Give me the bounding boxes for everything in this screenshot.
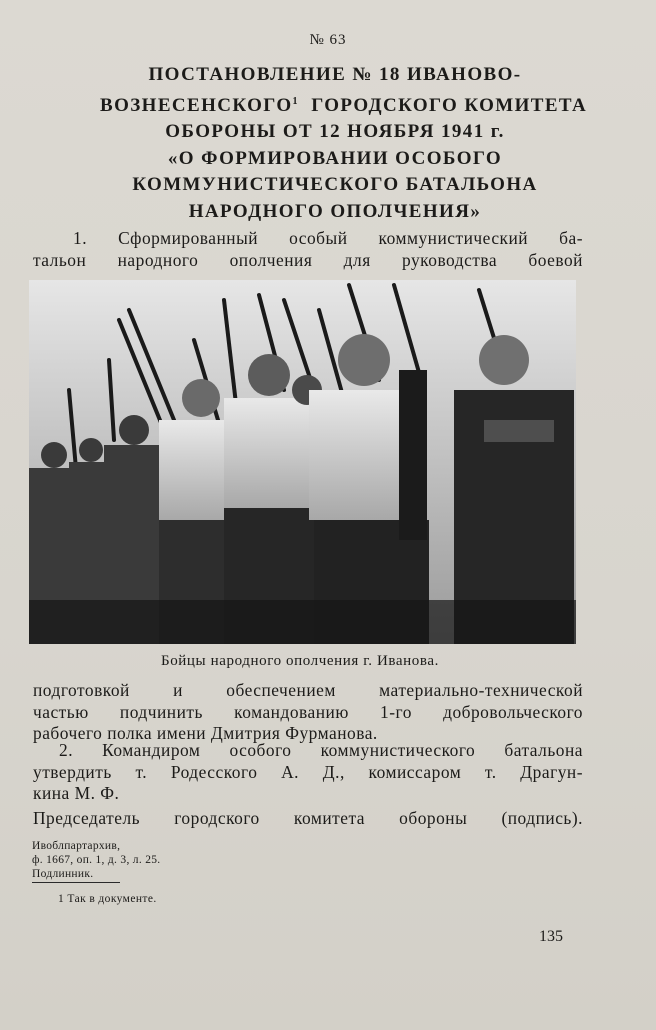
title-line: «О ФОРМИРОВАНИИ ОСОБОГО: [167, 147, 503, 169]
title-line: НАРОДНОГО ОПОЛЧЕНИЯ»: [188, 200, 482, 222]
photo-caption: Бойцы народного ополчения г. Иванова.: [160, 653, 439, 669]
signature-block: [33, 808, 583, 830]
text-line: утвердить т. Родесского А. Д., комиссаром т. Драгун-: [33, 761, 583, 782]
title-line: ОБОРОНЫ ОТ 12 НОЯБРЯ 1941 г.: [165, 121, 505, 142]
signature-line: Председатель городского комитета обороны (подпись).: [33, 808, 583, 828]
paragraph-2: [33, 680, 583, 745]
document-title: [100, 62, 588, 225]
footnote-divider: [32, 882, 120, 883]
paragraph-1: [33, 228, 583, 271]
title-line-part: ГОРОДСКОГО КОМИТЕТА: [311, 94, 588, 116]
text-line: рабочего полка имени Дмитрия Фурманова.: [33, 723, 378, 743]
title-line: [100, 89, 588, 120]
archive-source: [32, 839, 160, 881]
photo-image: [29, 280, 576, 644]
text-line: кина М. Ф.: [33, 783, 120, 803]
page-number: 135: [539, 928, 563, 945]
text-line: 1. Сформированный особый коммунистический ба-: [73, 228, 583, 248]
source-line: ф. 1667, оп. 1, д. 3, л. 25.: [32, 854, 161, 866]
text-line: подготовкой и обеспечением материально-технической: [33, 680, 583, 700]
source-line: Подлинник.: [32, 868, 94, 880]
paragraph-3: [33, 740, 583, 805]
document-number: № 63: [309, 32, 347, 48]
title-line-part: ВОЗНЕСЕНСКОГО: [100, 94, 293, 116]
text-line: тальон народного ополчения для руководства боевой: [33, 249, 583, 270]
militia-photo: [29, 280, 576, 644]
footnote-mark: 1: [292, 95, 299, 107]
title-line: КОММУНИСТИЧЕСКОГО БАТАЛЬОНА: [132, 174, 538, 195]
text-line: 2. Командиром особого коммунистического батальона: [59, 740, 583, 760]
title-line: ПОСТАНОВЛЕНИЕ № 18 ИВАНОВО-: [148, 64, 522, 85]
text-line: частью подчинить командованию 1-го добровольческого: [33, 701, 583, 722]
footnote: 1 Так в документе.: [58, 893, 157, 905]
source-line: Ивоблпартархив,: [32, 840, 121, 852]
